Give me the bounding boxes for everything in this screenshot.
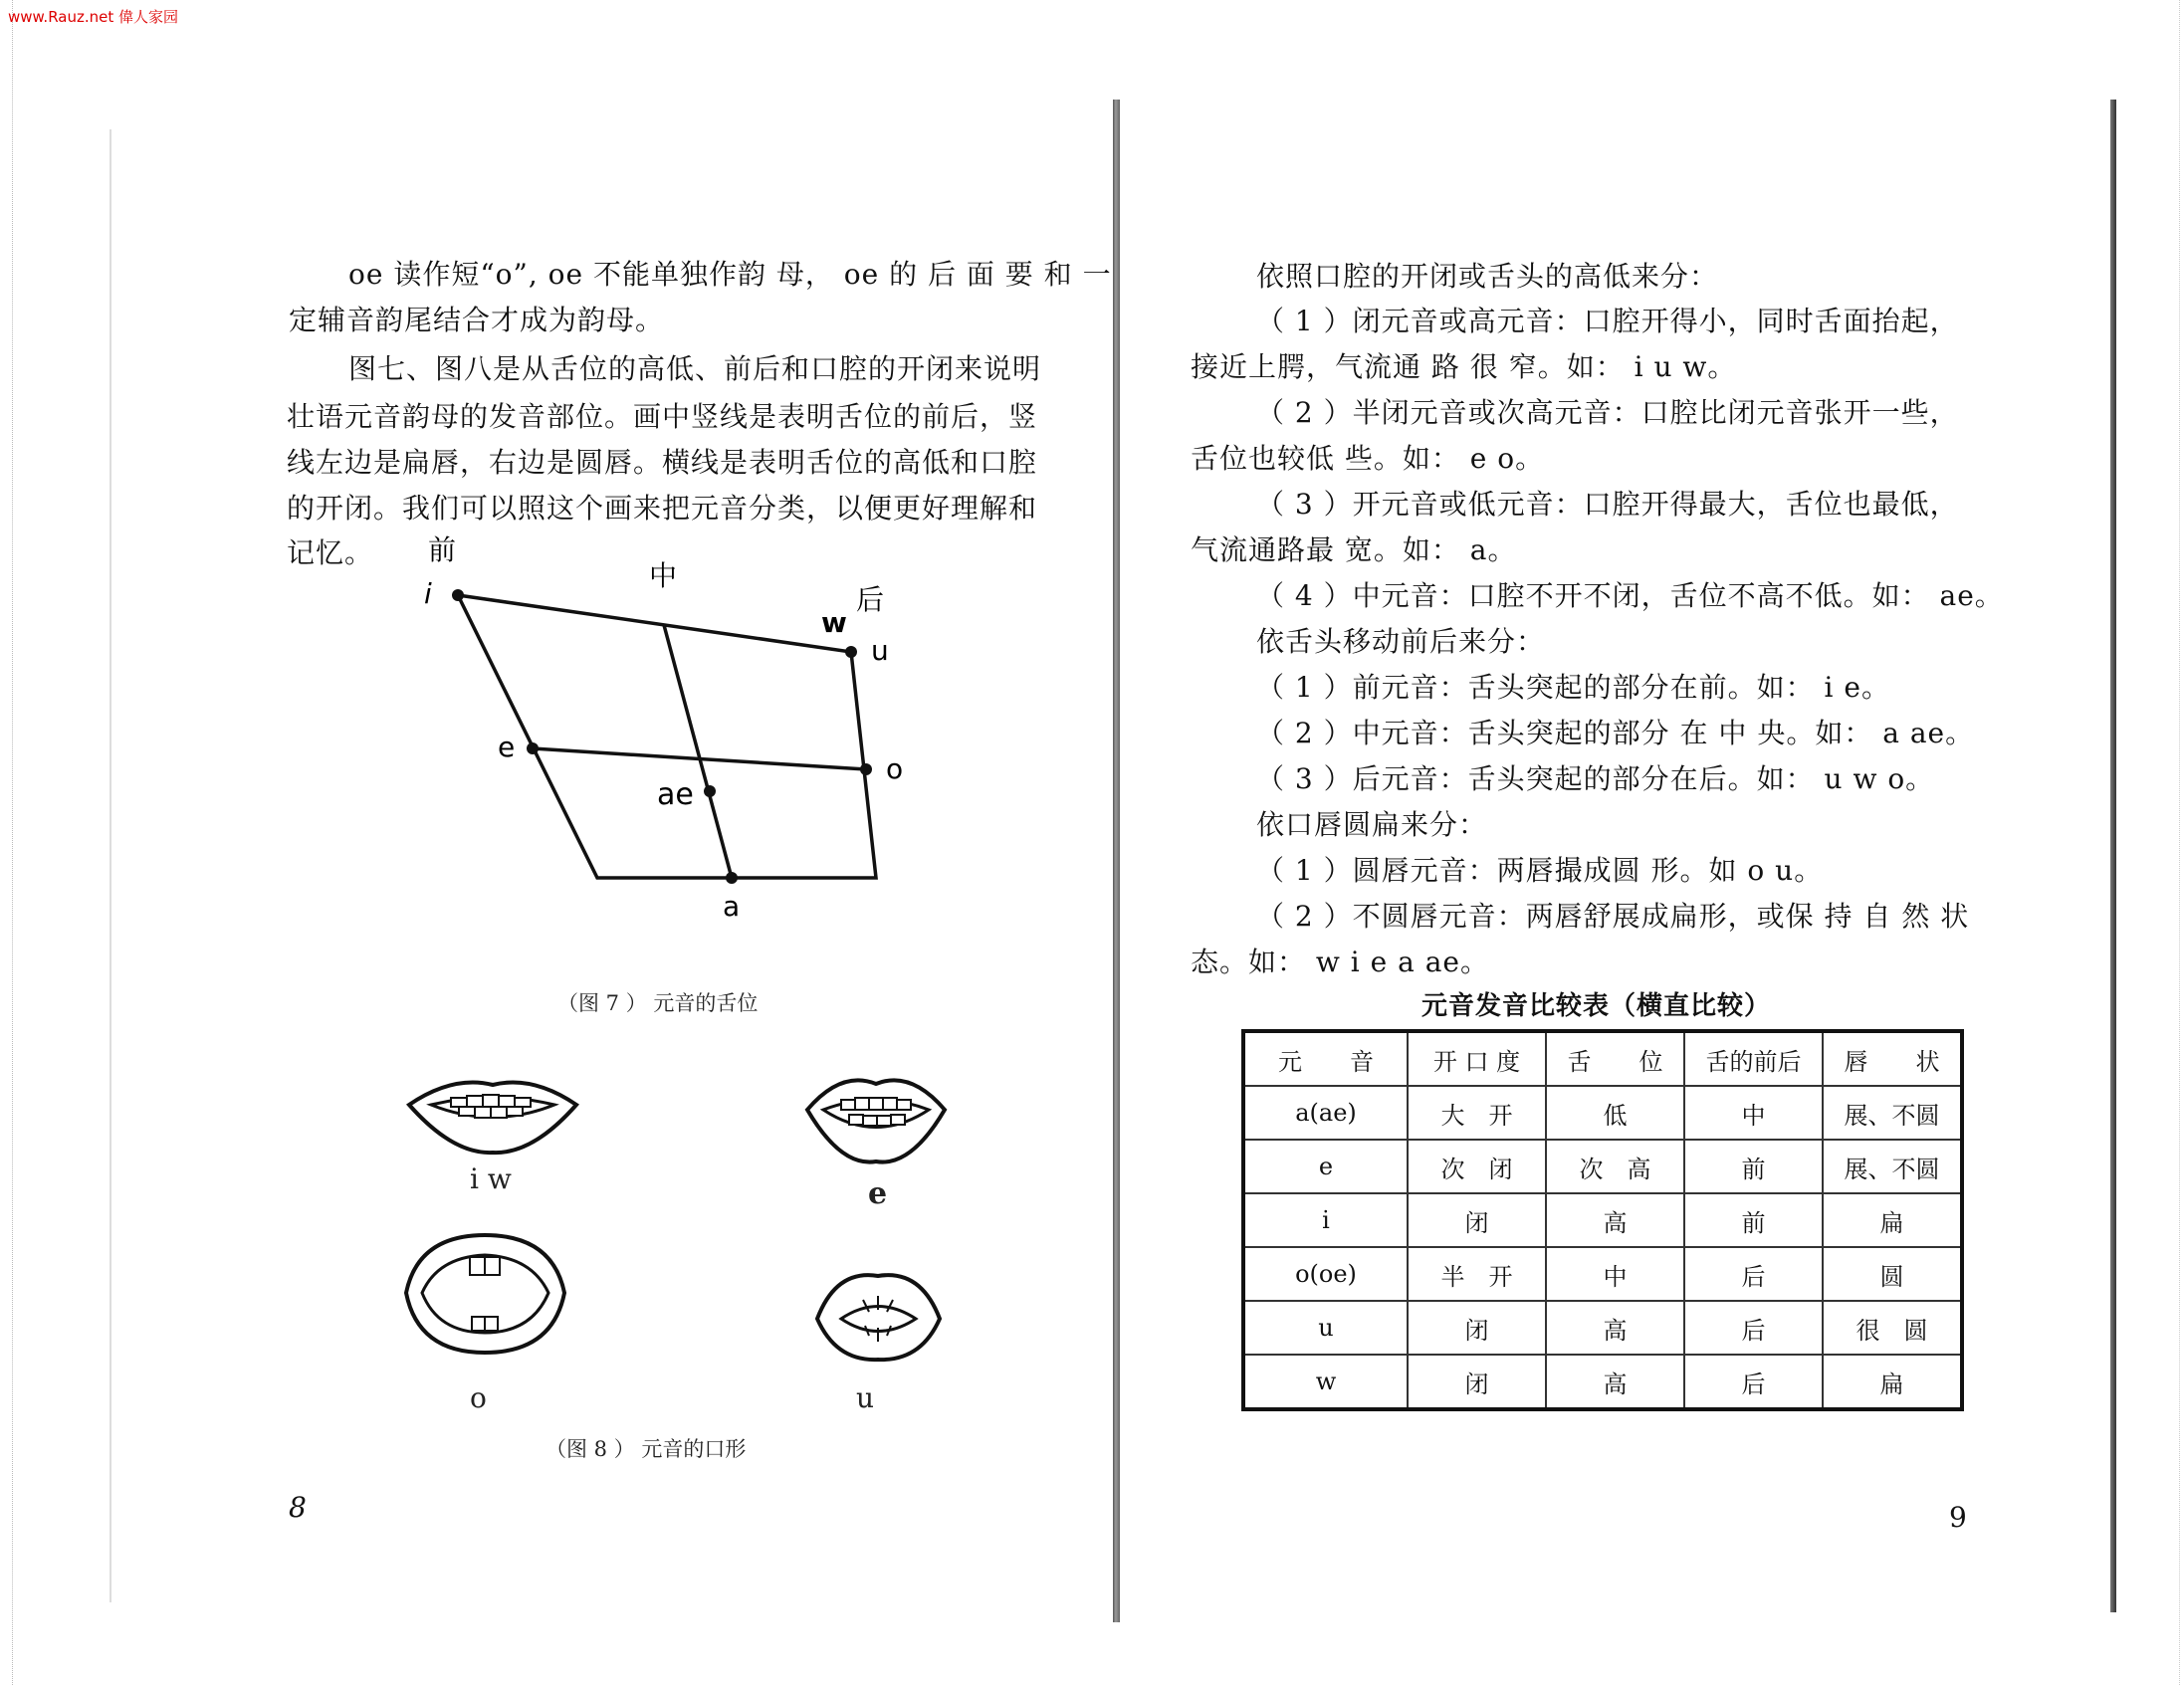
table-cell: 闭 [1408, 1193, 1546, 1247]
right-para-line: （ 1 ）圆唇元音：两唇撮成圆 形。如 o u。 [1256, 854, 1824, 887]
table-cell: u [1243, 1301, 1408, 1355]
watermark: www.Rauz.net 偉人家园 [8, 8, 179, 26]
mouth-shape-u [811, 1264, 946, 1364]
vowel-label: i [424, 577, 432, 610]
table-cell: 圆 [1823, 1247, 1962, 1301]
mouth-label: e [868, 1176, 888, 1211]
table-cell: 很 圆 [1823, 1301, 1962, 1355]
table-cell: 高 [1546, 1301, 1684, 1355]
left-para-line: 记忆。 [287, 536, 374, 569]
table-cell: 大 开 [1408, 1086, 1546, 1140]
table-cell: 扁 [1823, 1355, 1962, 1409]
right-para-line: （ 2 ）半闭元音或次高元音：口腔比闭元音张开一些， [1256, 396, 1959, 429]
page-number-left: 8 [289, 1491, 307, 1524]
table-cell: 后 [1684, 1301, 1823, 1355]
table-row [1243, 1247, 1962, 1301]
left-para-line: 线左边是扁唇，右边是圆唇。横线是表明舌位的高低和口腔 [287, 446, 1038, 479]
vowel-quadrilateral-diagram [398, 527, 956, 926]
table-header: 唇 状 [1823, 1031, 1962, 1086]
table-cell: 前 [1684, 1140, 1823, 1193]
mouth-label: u [856, 1381, 875, 1414]
left-para-line: 定辅音韵尾结合才成为韵母。 [289, 304, 665, 336]
right-para-line: （ 3 ）开元音或低元音：口腔开得最大，舌位也最低， [1256, 488, 1959, 521]
left-para-line: 壮语元音韵母的发音部位。画中竖线是表明舌位的前后，竖 [287, 400, 1038, 433]
table-cell: 半 开 [1408, 1247, 1546, 1301]
table-cell: 中 [1546, 1247, 1684, 1301]
right-para-line: 依照口腔的开闭或舌头的高低来分： [1256, 260, 1719, 293]
left-para-line: oe 读作短“o”, oe 不能单独作韵 母， oe 的 后 面 要 和 一 [348, 258, 1112, 291]
table-cell: 中 [1684, 1086, 1823, 1140]
table-cell: 展、不圆 [1823, 1140, 1962, 1193]
table-row [1243, 1301, 1962, 1355]
table-cell: 低 [1546, 1086, 1684, 1140]
mouth-shape-i-w [403, 1065, 582, 1164]
mouth-shape-e [801, 1060, 951, 1169]
label-center: 中 [649, 559, 678, 592]
table-cell: i [1243, 1193, 1408, 1247]
left-page-edge [109, 129, 111, 1602]
vowel-label: o [886, 752, 904, 785]
table-row [1243, 1355, 1962, 1409]
table-cell: 扁 [1823, 1193, 1962, 1247]
label-back: 后 [856, 583, 885, 616]
right-para-line: （ 2 ）中元音：舌头突起的部分 在 中 央。如： a ae。 [1256, 717, 1975, 749]
mouth-shape-o [398, 1229, 572, 1359]
table-header-row [1243, 1031, 1962, 1086]
right-page-edge [2110, 100, 2116, 1612]
right-para-line: （ 1 ）前元音：舌头突起的部分在前。如： i e。 [1256, 671, 1890, 704]
vowel-label: ae [657, 777, 694, 812]
table-cell: e [1243, 1140, 1408, 1193]
right-para-line: 接近上腭，气流通 路 很 窄。如： i u w。 [1191, 350, 1737, 383]
table-row [1243, 1193, 1962, 1247]
table-cell: 闭 [1408, 1355, 1546, 1409]
right-para-line: （ 1 ）闭元音或高元音：口腔开得小，同时舌面抬起， [1256, 305, 1959, 337]
label-front: 前 [428, 533, 457, 566]
table-cell: 高 [1546, 1193, 1684, 1247]
table-header: 开 口 度 [1408, 1031, 1546, 1086]
table-cell: 后 [1684, 1247, 1823, 1301]
table-cell: 展、不圆 [1823, 1086, 1962, 1140]
table-row [1243, 1086, 1962, 1140]
right-para-line: 气流通路最 宽。如： a。 [1191, 533, 1517, 566]
table-row [1243, 1140, 1962, 1193]
figure-8-caption: （图 8 ） 元音的口形 [546, 1437, 747, 1461]
figure-7-caption: （图 7 ） 元音的舌位 [557, 991, 759, 1015]
table-cell: a(ae) [1243, 1086, 1408, 1140]
table-cell: 前 [1684, 1193, 1823, 1247]
table-header: 舌 位 [1546, 1031, 1684, 1086]
table-cell: 高 [1546, 1355, 1684, 1409]
right-para-line: 舌位也较低 些。如： e o。 [1191, 442, 1545, 475]
table-title: 元音发音比较表（横直比较） [1421, 991, 1772, 1021]
left-para-line: 的开闭。我们可以照这个画来把元音分类，以便更好理解和 [287, 492, 1038, 525]
right-para-line: （ 3 ）后元音：舌头突起的部分在后。如： u w o。 [1256, 762, 1935, 795]
left-para-line: 图七、图八是从舌位的高低、前后和口腔的开闭来说明 [348, 352, 1042, 385]
book-gutter [1113, 100, 1120, 1622]
mouth-label: o [470, 1381, 487, 1414]
right-para-line: （ 2 ）不圆唇元音：两唇舒展成扁形，或保 持 自 然 状 [1256, 900, 1970, 933]
page-number-right: 9 [1949, 1501, 1967, 1534]
vowel-label: u [871, 634, 889, 667]
vowel-label: w [821, 606, 847, 639]
table-cell: w [1243, 1355, 1408, 1409]
table-header: 元 音 [1243, 1031, 1408, 1086]
table-cell: 闭 [1408, 1301, 1546, 1355]
right-para-line: 依口唇圆扁来分： [1256, 808, 1488, 841]
table-header: 舌的前后 [1684, 1031, 1823, 1086]
right-para-line: （ 4 ）中元音：口腔不开不闭，舌位不高不低。如： ae。 [1256, 579, 2004, 612]
table-cell: 次 闭 [1408, 1140, 1546, 1193]
vowel-label: e [498, 731, 516, 763]
table-cell: 次 高 [1546, 1140, 1684, 1193]
right-para-line: 态。如： w i e a ae。 [1191, 946, 1489, 978]
table-cell: o(oe) [1243, 1247, 1408, 1301]
mouth-label: i w [470, 1162, 512, 1195]
right-para-line: 依舌头移动前后来分： [1256, 625, 1546, 658]
table-cell: 后 [1684, 1355, 1823, 1409]
vowel-label: a [723, 890, 741, 923]
vowel-comparison-table [1241, 1029, 1964, 1411]
